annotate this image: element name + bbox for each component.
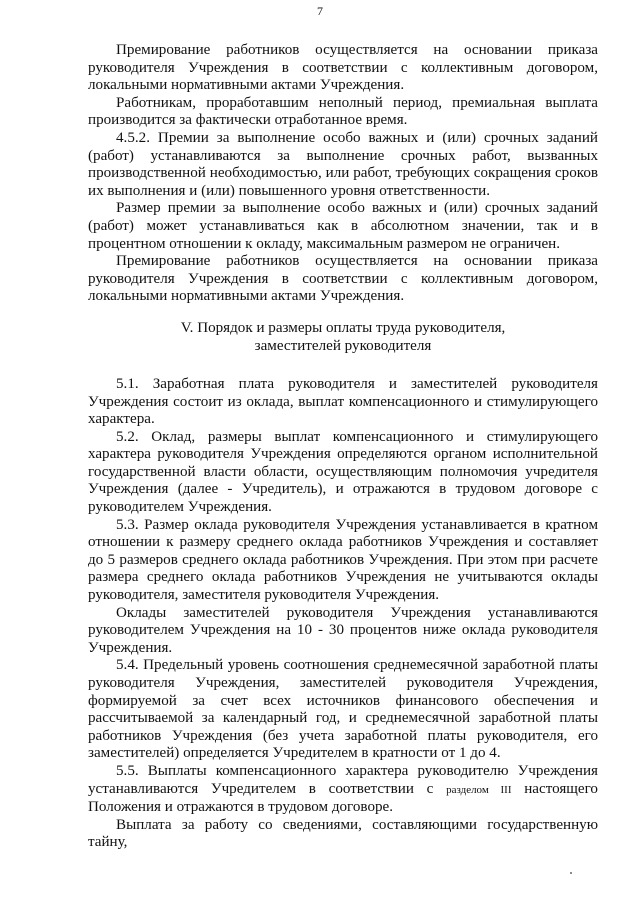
paragraph-5-5-text-start: 5.5. Выплаты компенсационного характера руководителю Учреждения устанавливаются Учредителем в соответствии с <box>88 762 598 797</box>
paragraph: 5.2. Оклад, размеры выплат компенсационного и стимулирующего характера руководителя Учреждения определяются органом исполнительной государственной власти области, осуществляющим полномочия учредителя Учреждения (далее - Учредитель), и отражаются в трудовом договоре с руководителем Учреждения. <box>88 428 598 516</box>
section-reference: разделом III <box>446 783 512 796</box>
paragraph: 5.4. Предельный уровень соотношения среднемесячной заработной платы руководителя Учреждения, заместителей руководителя Учреждения, формируемой за счет всех источников финансового обеспечения и рассчитываемой за календарный год, и среднемесячной заработной платы работников Учреждения (без учета заработной платы руководителя, его заместителей) определяется Учредителем в кратности от 1 до 4. <box>88 657 598 762</box>
section-heading <box>88 319 598 356</box>
section-heading-line-2: заместителей руководителя <box>254 338 432 355</box>
paragraph: 4.5.2. Премии за выполнение особо важных и (или) срочных заданий (работ) устанавливаются за выполнение срочных работ, вызванных производственной необходимостью, или работ, требующих сокращения сроков их выполнения и (или) повышенного уровня ответственности. <box>88 129 598 199</box>
paragraph: Размер премии за выполнение особо важных и (или) срочных заданий (работ) может устанавливаться как в абсолютном значении, так и в процентном отношении к окладу, максимальным размером не ограничен. <box>88 200 598 252</box>
paragraph: Оклады заместителей руководителя Учреждения устанавливаются руководителем Учреждения на 10 - 30 процентов ниже оклада руководителя Учреждения. <box>88 604 598 656</box>
document-body <box>88 42 598 852</box>
paragraph: Премирование работников осуществляется на основании приказа руководителя Учреждения в соответствии с коллективным договором, локальными нормативными актами Учреждения. <box>88 42 598 94</box>
paragraph: 5.1. Заработная плата руководителя и заместителей руководителя Учреждения состоит из оклада, выплат компенсационного и стимулирующего характера. <box>88 375 598 428</box>
page-number: 7 <box>317 4 323 18</box>
paragraph: 5.3. Размер оклада руководителя Учреждения устанавливается в кратном отношении к размеру среднего оклада работников Учреждения и составляет до 5 размеров среднего оклада работников Учреждения. При этом при расчете размера среднего оклада работников Учреждения не учитываются оклады руководителя, заместителя руководителя Учреждения. <box>88 516 598 604</box>
paragraph-5-5 <box>88 763 598 817</box>
paragraph: Работникам, проработавшим неполный период, премиальная выплата производится за фактически отработанное время. <box>88 94 598 129</box>
scan-speck <box>570 872 572 874</box>
paragraph-5-5-text-end: настоящего Положения и отражаются в трудовом договоре. <box>88 780 598 816</box>
paragraph: Премирование работников осуществляется на основании приказа руководителя Учреждения в соответствии с коллективным договором, локальными нормативными актами Учреждения. <box>88 253 598 305</box>
paragraph-continued: Выплата за работу со сведениями, составляющими государственную тайну, <box>88 816 598 851</box>
section-heading-line-1: V. Порядок и размеры оплаты труда руководителя, <box>180 319 506 336</box>
